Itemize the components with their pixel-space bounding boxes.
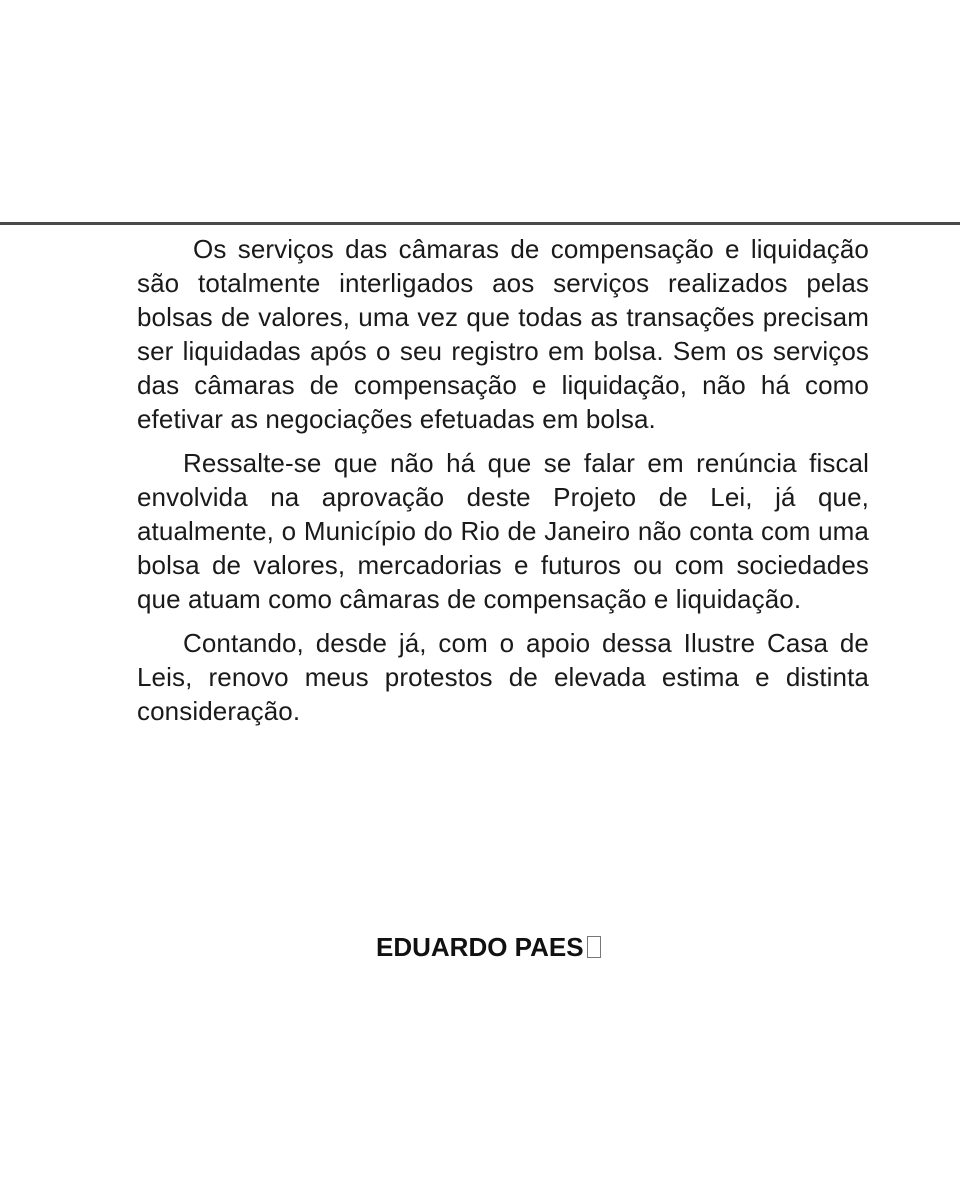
paragraph-clearing-houses: Os serviços das câmaras de compensação e liquidação são totalmente interligados aos serviços realizados pelas bolsas de valores, uma vez que todas as transações precisam ser liquidadas após o seu registro em bolsa. Sem os serviços das câmaras de compensação e liquidação, não há como efetivar as negociações efetuadas em bolsa. xyxy=(137,234,869,434)
signature-name: EDUARDO PAES xyxy=(376,932,584,962)
top-divider-line xyxy=(0,222,960,225)
document-body xyxy=(137,232,869,738)
signature-block xyxy=(376,930,601,964)
missing-glyph-box-icon xyxy=(587,936,601,958)
paragraph-closing-remarks: Contando, desde já, com o apoio dessa Ilustre Casa de Leis, renovo meus protestos de elevada estima e distinta consideração. xyxy=(137,628,869,726)
paragraph-fiscal-waiver: Ressalte-se que não há que se falar em renúncia fiscal envolvida na aprovação deste Projeto de Lei, já que, atualmente, o Município do Rio de Janeiro não conta com uma bolsa de valores, mercadorias e futuros ou com sociedades que atuam como câmaras de compensação e liquidação. xyxy=(137,448,869,614)
